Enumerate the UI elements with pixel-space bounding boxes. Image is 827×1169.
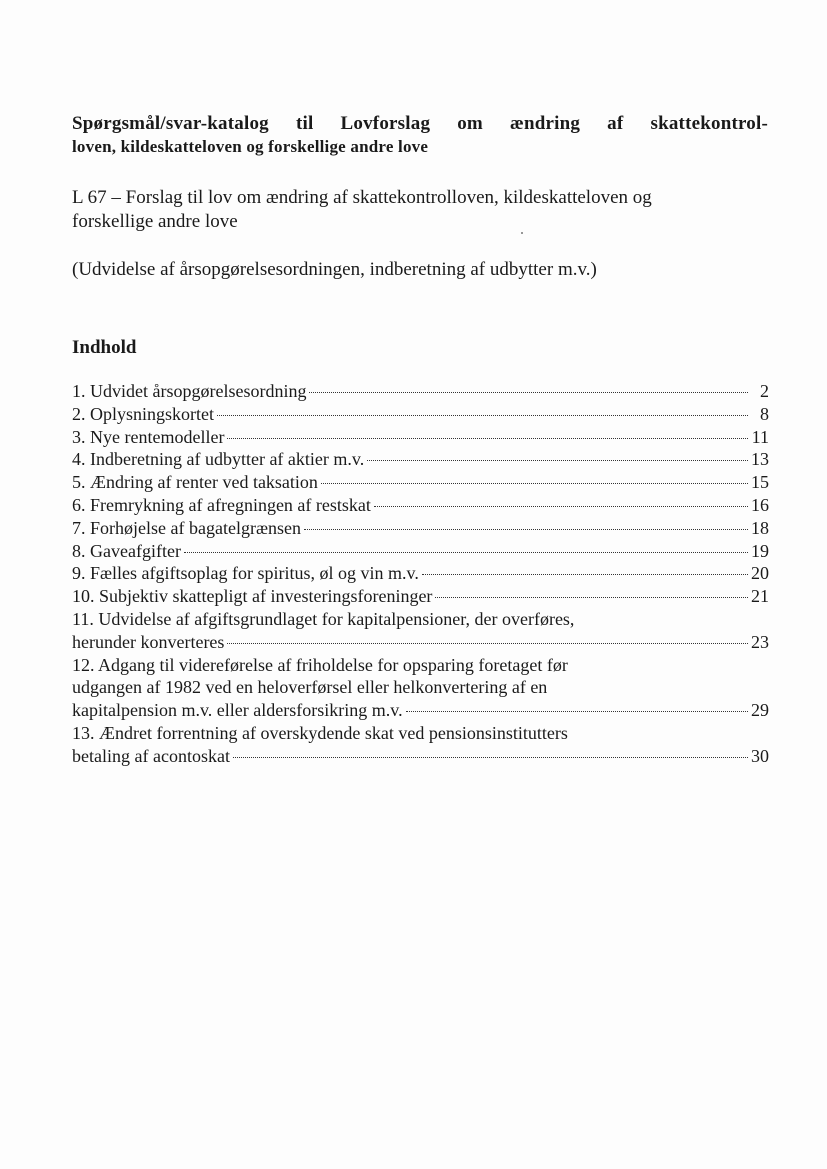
toc-entry-title: 2. Oplysningskortet (72, 403, 214, 424)
toc-entry-line (72, 517, 769, 540)
toc-entry-title: kapitalpension m.v. eller aldersforsikring m.v. (72, 700, 403, 721)
bill-title-line-2: forskellige andre love (72, 211, 238, 232)
toc-dot-leader (184, 552, 748, 553)
toc-page-number: 8 (760, 403, 769, 424)
bill-subtitle: (Udvidelse af årsopgørelsesordningen, indberetning af udbytter m.v.) (72, 259, 597, 280)
toc-entry-title: 7. Forhøjelse af bagatelgrænsen (72, 517, 301, 538)
toc-entry-line (72, 562, 769, 585)
toc-dot-leader (227, 438, 748, 439)
toc-dot-leader (406, 711, 748, 712)
toc-entry-text-line: 11. Udvidelse af afgiftsgrundlaget for kapitalpensioner, der overføres, (72, 608, 575, 629)
toc-dot-leader (422, 574, 748, 575)
toc-entry[interactable] (72, 471, 769, 494)
toc-entry-line (72, 380, 769, 403)
toc-dot-leader (435, 597, 748, 598)
toc-dot-leader (374, 506, 748, 507)
toc-page-number: 29 (751, 700, 769, 721)
toc-entry[interactable] (72, 494, 769, 517)
toc-entry[interactable] (72, 426, 769, 449)
toc-entry[interactable] (72, 540, 769, 563)
toc-entry-line (72, 699, 769, 722)
toc-dot-leader (304, 529, 748, 530)
toc-entry-line (72, 585, 769, 608)
toc-entry-title: 3. Nye rentemodeller (72, 426, 225, 447)
toc-page-number: 19 (751, 540, 769, 561)
toc-page-number: 11 (751, 426, 769, 447)
toc-entry-line (72, 494, 769, 517)
toc-entry-title: 4. Indberetning af udbytter af aktier m.v. (72, 449, 365, 470)
toc-dot-leader (233, 757, 748, 758)
table-of-contents (72, 380, 769, 768)
toc-page-number: 23 (751, 631, 769, 652)
toc-entry[interactable] (72, 722, 769, 768)
toc-entry[interactable] (72, 608, 769, 654)
toc-page-number: 15 (751, 472, 769, 493)
toc-entry-line (72, 745, 769, 768)
bill-title-line-1: L 67 – Forslag til lov om ændring af skattekontrolloven, kildeskatteloven og (72, 187, 652, 208)
toc-entry-title: betaling af acontoskat (72, 745, 230, 766)
toc-entry-title: 10. Subjektiv skattepligt af investeringsforeninger (72, 586, 433, 607)
toc-entry[interactable] (72, 654, 769, 722)
toc-entry-line (72, 426, 769, 449)
toc-entry[interactable] (72, 403, 769, 426)
toc-entry-line (72, 471, 769, 494)
toc-entry-title: 6. Fremrykning af afregningen af restskat (72, 494, 371, 515)
toc-entry-line (72, 448, 769, 471)
toc-page-number: 13 (751, 449, 769, 470)
toc-entry-text-line: udgangen af 1982 ved en heloverførsel eller helkonvertering af en (72, 677, 548, 698)
toc-entry-text-line: 12. Adgang til videreførelse af friholdelse for opsparing foretaget før (72, 654, 568, 675)
toc-entry[interactable] (72, 585, 769, 608)
heading-line-1: Spørgsmål/svar-katalog til Lovforslag om ændring af skattekontrol- (72, 113, 768, 134)
toc-page-number: 20 (751, 563, 769, 584)
bill-title (72, 186, 772, 234)
toc-entry-line (72, 631, 769, 654)
toc-heading: Indhold (72, 337, 137, 358)
toc-entry[interactable] (72, 517, 769, 540)
toc-entry-title: herunder konverteres (72, 631, 225, 652)
toc-dot-leader (217, 415, 748, 416)
toc-page-number: 30 (751, 745, 769, 766)
toc-entry-title: 1. Udvidet årsopgørelsesordning (72, 381, 307, 401)
toc-page-number: 16 (751, 494, 769, 515)
toc-entry-line (72, 540, 769, 563)
toc-dot-leader (309, 392, 748, 393)
toc-entry[interactable] (72, 562, 769, 585)
toc-entry-line (72, 403, 769, 426)
toc-dot-leader (321, 483, 748, 484)
scan-speck (521, 232, 523, 234)
document-heading (72, 112, 772, 158)
toc-entry-title: 5. Ændring af renter ved taksation (72, 472, 318, 493)
toc-entry-title: 8. Gaveafgifter (72, 540, 181, 561)
toc-entry-text-line: 13. Ændret forrentning af overskydende skat ved pensionsinstitutters (72, 722, 568, 743)
toc-dot-leader (367, 460, 748, 461)
heading-line-2: loven, kildeskatteloven og forskellige andre love (72, 137, 429, 156)
toc-dot-leader (227, 643, 748, 644)
toc-page-number: 18 (751, 517, 769, 538)
toc-page-number: 2 (760, 381, 769, 401)
toc-entry[interactable] (72, 380, 769, 403)
toc-entry-title: 9. Fælles afgiftsoplag for spiritus, øl og vin m.v. (72, 563, 419, 584)
toc-page-number: 21 (751, 586, 769, 607)
toc-entry[interactable] (72, 448, 769, 471)
